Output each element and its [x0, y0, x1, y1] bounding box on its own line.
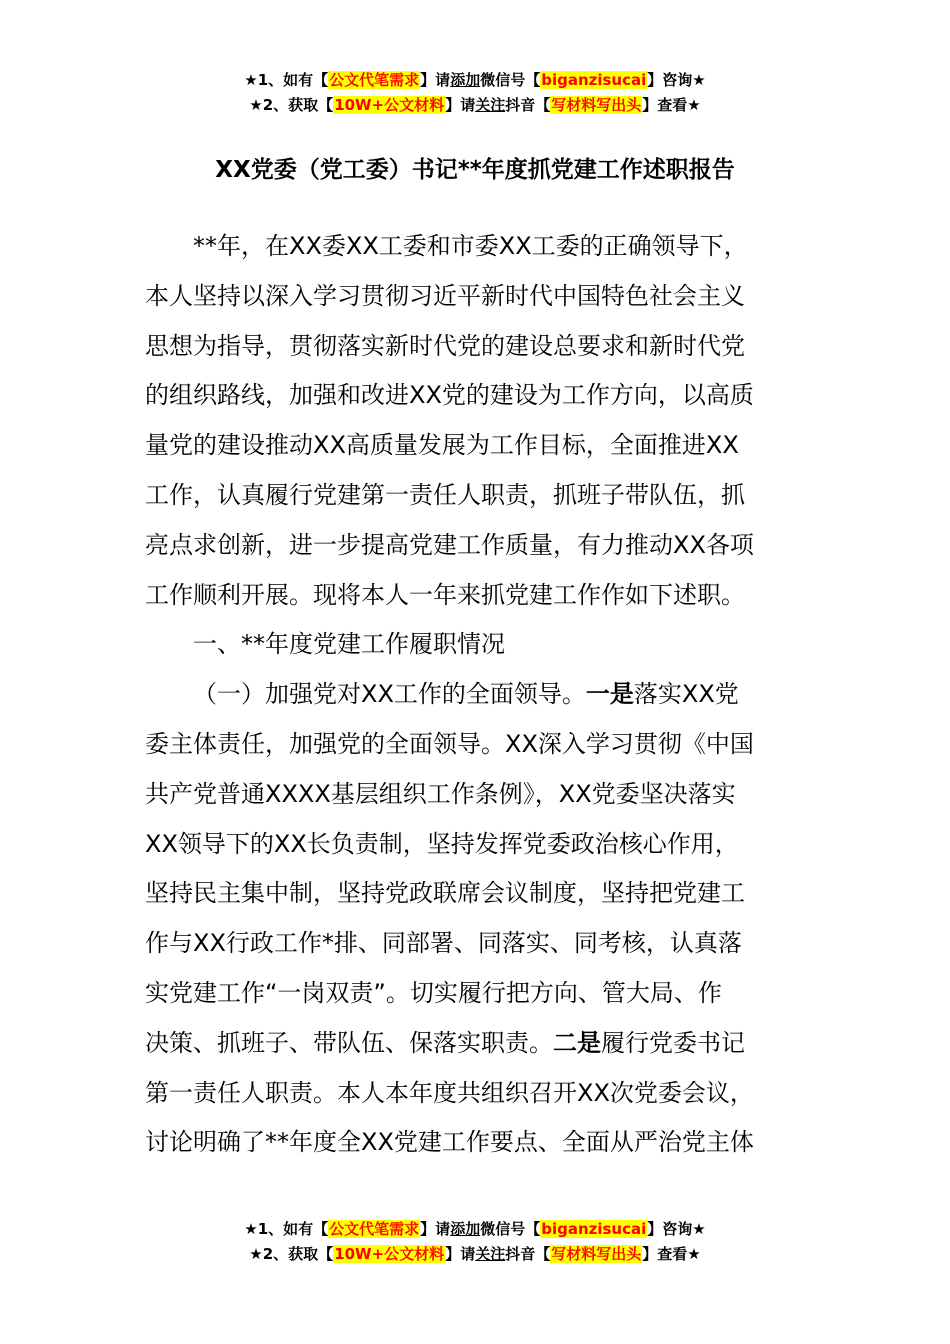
body-line: XX领导下的XX长负责制，坚持发挥党委政治核心作用， [145, 829, 739, 858]
highlight-wechat-id: biganzisucai [541, 71, 647, 89]
body-line: 的组织路线，加强和改进XX党的建设为工作方向，以高质 [145, 381, 754, 410]
body-line: 委主体责任，加强党的全面领导。XX深入学习贯彻《中国 [145, 729, 754, 758]
banner-line-2: ★2、获取【10W+公文材料】请关注抖音【写材料写出头】查看★ [249, 96, 701, 114]
body-line: 实党建工作“一岗双责”。切实履行把方向、管大局、作 [145, 978, 722, 1007]
body-line: **年，在XX委XX工委和市委XX工委的正确领导下， [193, 232, 748, 260]
highlight-wechat-id: biganzisucai [541, 1220, 647, 1238]
body-line: 工作顺利开展。现将本人一年来抓党建工作作如下述职。 [145, 580, 745, 609]
banner-line-2: ★2、获取【10W+公文材料】请关注抖音【写材料写出头】查看★ [249, 1245, 701, 1263]
highlight-materials: 10W+公文材料 [334, 96, 445, 114]
highlight-douyin: 写材料写出头 [551, 1245, 642, 1263]
body-line: 决策、抓班子、带队伍、保落实职责。二是履行党委书记 [145, 1028, 745, 1057]
banner-line-1: ★1、如有【公文代笔需求】请添加微信号【biganzisucai】咨询★ [244, 71, 706, 89]
highlight-service: 公文代笔需求 [329, 71, 420, 89]
body-line: 思想为指导，贯彻落实新时代党的建设总要求和新时代党 [145, 331, 745, 360]
document-body [145, 222, 810, 1168]
body-line: 作与XX行政工作*排、同部署、同落实、同考核，认真落 [145, 929, 742, 958]
body-line: 本人坚持以深入学习贯彻习近平新时代中国特色社会主义 [145, 281, 745, 310]
highlight-materials: 10W+公文材料 [334, 1245, 445, 1263]
highlight-douyin: 写材料写出头 [551, 96, 642, 114]
body-line: （一）加强党对XX工作的全面领导。一是落实XX党 [193, 680, 739, 709]
document-title: XX党委（党工委）书记**年度抓党建工作述职报告 [215, 157, 735, 183]
body-line: 第一责任人职责。本人本年度共组织召开XX次党委会议， [145, 1078, 754, 1107]
body-line: 亮点求创新，进一步提高党建工作质量，有力推动XX各项 [145, 530, 754, 559]
bold-marker: 二是 [553, 1028, 601, 1057]
section-heading: 一、**年度党建工作履职情况 [193, 630, 505, 659]
subsection-heading: （一）加强党对XX工作的全面领导。 [193, 680, 586, 709]
header-banner [0, 68, 950, 118]
highlight-service: 公文代笔需求 [329, 1220, 420, 1238]
body-line: 坚持民主集中制，坚持党政联席会议制度，坚持把党建工 [145, 879, 745, 908]
body-line: 共产党普通XXXX基层组织工作条例》，XX党委坚决落实 [145, 779, 736, 808]
footer-banner [0, 1217, 950, 1267]
body-line: 工作，认真履行党建第一责任人职责，抓班子带队伍，抓 [145, 480, 745, 509]
body-line: 讨论明确了**年度全XX党建工作要点、全面从严治党主体 [145, 1128, 754, 1157]
banner-line-1: ★1、如有【公文代笔需求】请添加微信号【biganzisucai】咨询★ [244, 1220, 706, 1238]
bold-marker: 一是 [585, 680, 634, 709]
body-line: 量党的建设推动XX高质量发展为工作目标，全面推进XX [145, 431, 739, 460]
